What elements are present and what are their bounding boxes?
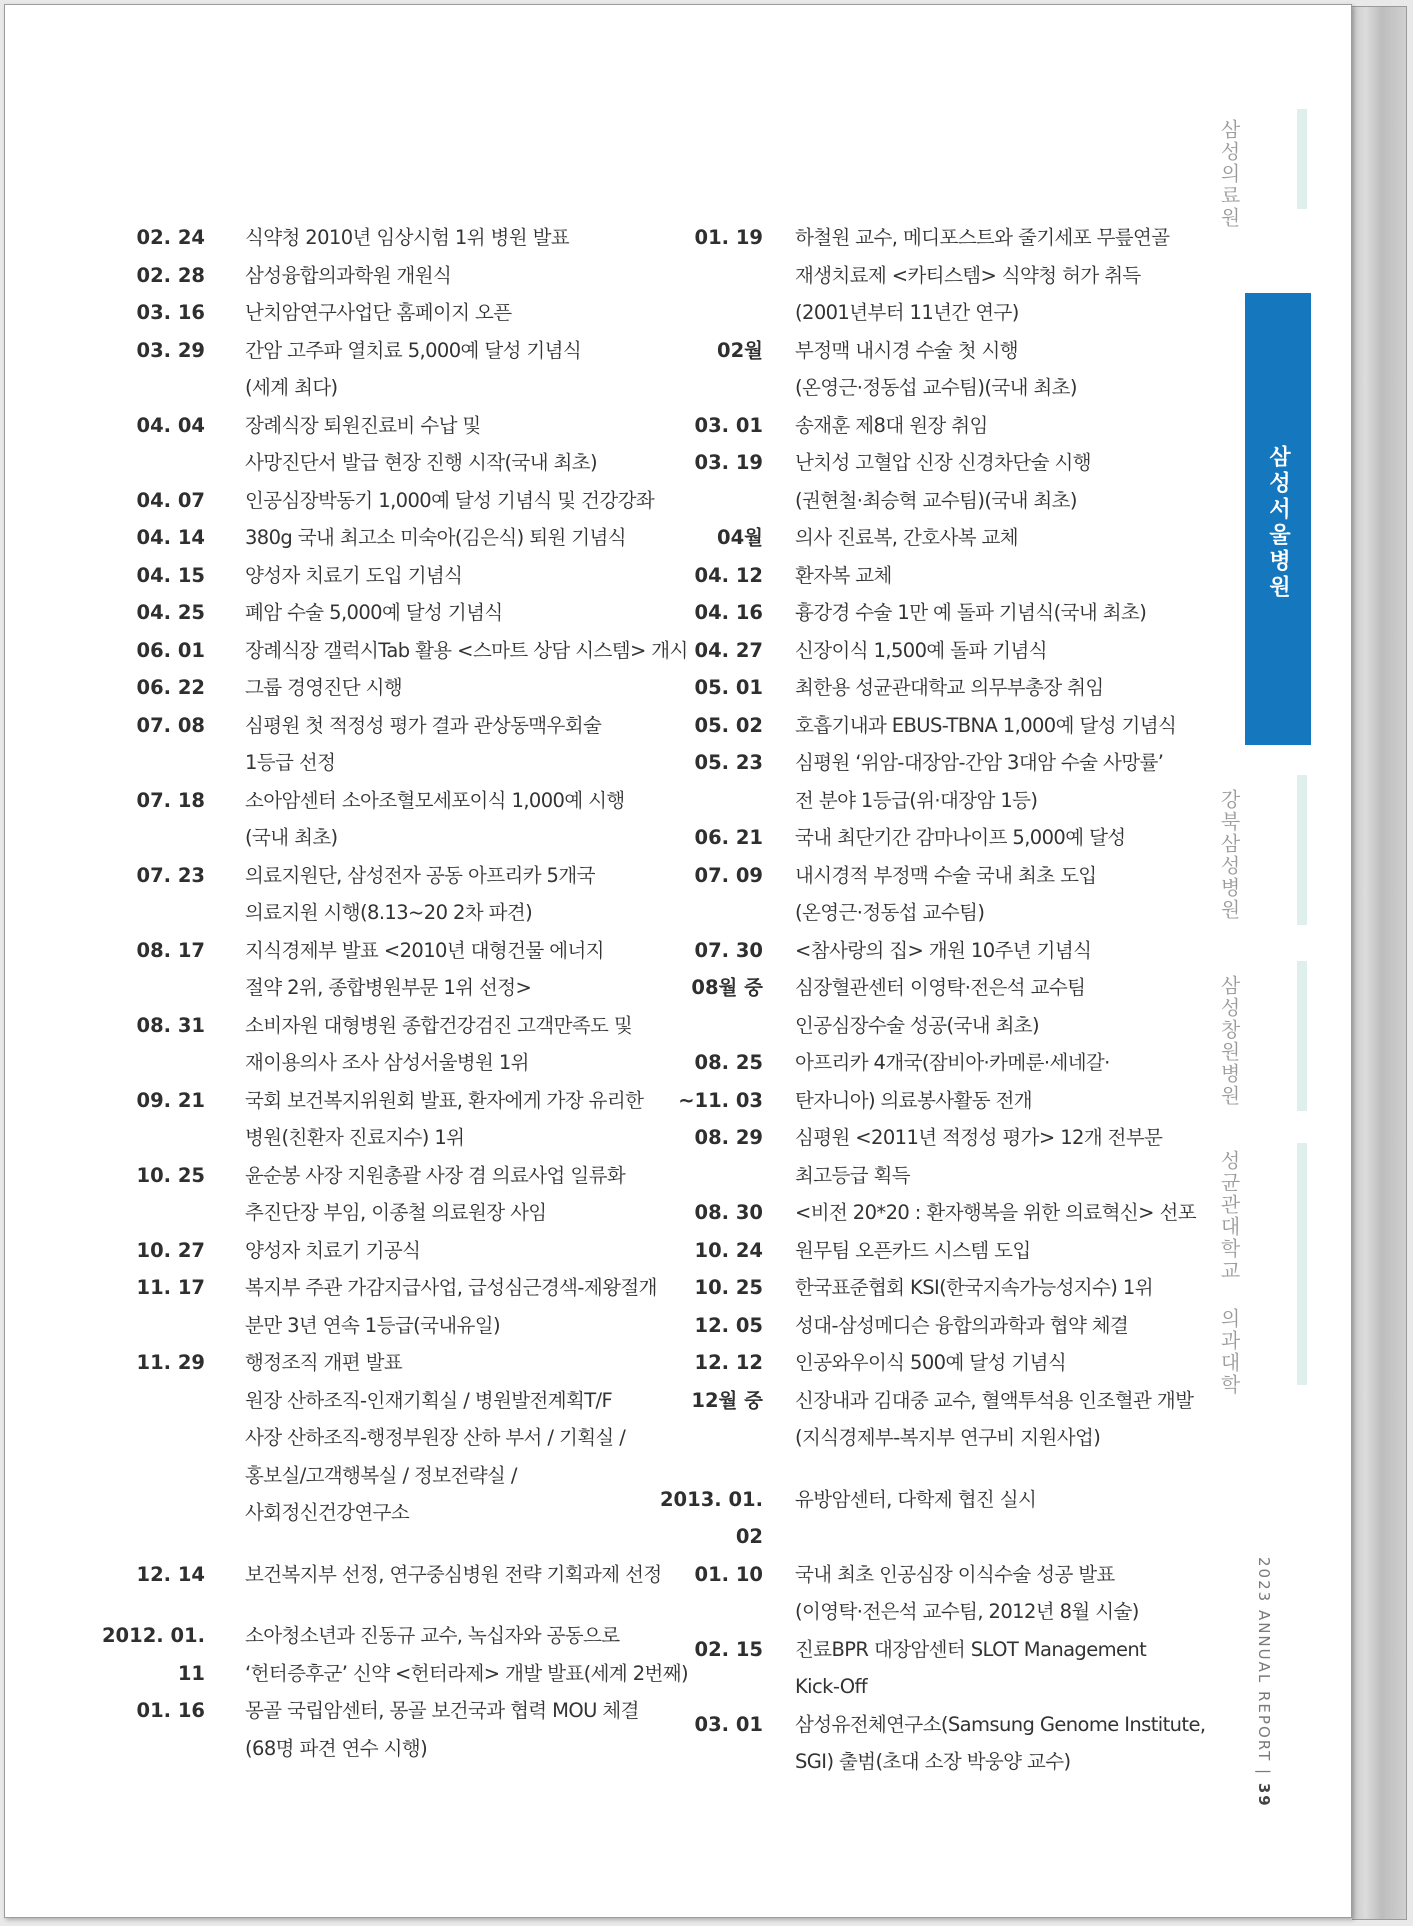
timeline-entry bbox=[75, 932, 645, 1007]
entry-line: 소비자원 대형병원 종합건강검진 고객만족도 및 bbox=[245, 1013, 633, 1037]
entry-line: 심평원 ‘위암-대장암-간암 3대암 수술 사망률’ bbox=[795, 751, 1164, 774]
timeline-entry bbox=[647, 1082, 1192, 1120]
entry-date: 10. 27 bbox=[136, 1238, 205, 1262]
timeline-entry bbox=[647, 444, 1192, 519]
entry-date: 03. 01 bbox=[694, 1712, 763, 1736]
entry-line: 성대-삼성메디슨 융합의과학과 협약 체결 bbox=[795, 1313, 1129, 1337]
entry-date: 04. 16 bbox=[694, 601, 763, 624]
entry-date: 01. 10 bbox=[694, 1562, 763, 1586]
timeline-entry bbox=[647, 632, 1192, 670]
entry-date: 05. 02 bbox=[694, 713, 763, 737]
entry-line: 재이용의사 조사 삼성서울병원 1위 bbox=[245, 1051, 529, 1074]
entry-date: 01. 19 bbox=[694, 226, 763, 249]
entry-line: 심평원 <2011년 적정성 평가> 12개 전부문 bbox=[795, 1126, 1163, 1149]
timeline-entry bbox=[647, 857, 1192, 932]
entry-date: ~11. 03 bbox=[678, 1088, 763, 1112]
entry-description bbox=[763, 1382, 1193, 1457]
tab-skku-medicine[interactable] bbox=[1210, 1143, 1244, 1403]
entry-date: 07. 09 bbox=[694, 863, 763, 887]
entry-date: 06. 21 bbox=[694, 826, 763, 849]
entry-date: 03. 01 bbox=[694, 413, 763, 437]
entry-date: 05. 01 bbox=[694, 676, 763, 699]
timeline-entry bbox=[647, 819, 1192, 857]
entry-description bbox=[205, 1232, 645, 1270]
entry-description bbox=[763, 932, 1192, 970]
entry-line: 1등급 선정 bbox=[245, 751, 336, 774]
entry-line: 심평원 첫 적정성 평가 결과 관상동맥우회술 bbox=[245, 713, 602, 737]
timeline-entry bbox=[647, 1344, 1192, 1382]
entry-line: 내시경적 부정맥 수술 국내 최초 도입 bbox=[795, 863, 1097, 887]
entry-line: (이영탁·전은석 교수팀, 2012년 8월 시술) bbox=[795, 1600, 1139, 1623]
timeline-entry bbox=[75, 482, 655, 520]
entry-line: (온영근·정동섭 교수팀)(국내 최초) bbox=[795, 376, 1077, 399]
entry-description bbox=[763, 819, 1192, 857]
entry-line: ‘헌터증후군’ 신약 <헌터라제> 개발 발표(세계 2번째) bbox=[245, 1661, 688, 1685]
entry-line: 국내 최초 인공심장 이식수술 성공 발표 bbox=[795, 1562, 1115, 1586]
timeline-entry bbox=[647, 594, 1192, 632]
entry-line: Kick-Off bbox=[795, 1675, 868, 1698]
entry-line: 국회 보건복지위원회 발표, 환자에게 가장 유리한 bbox=[245, 1088, 644, 1112]
entry-description bbox=[205, 1692, 645, 1767]
entry-line: 아프리카 4개국(잠비아·카메룬·세네갈· bbox=[795, 1051, 1110, 1074]
entry-line: 최한용 성균관대학교 의무부총장 취임 bbox=[795, 676, 1104, 699]
entry-description bbox=[763, 1269, 1192, 1307]
entry-description bbox=[205, 1082, 645, 1157]
entry-date: 02. 15 bbox=[694, 1637, 763, 1661]
entry-date: 12. 12 bbox=[694, 1351, 763, 1374]
entry-description bbox=[763, 1119, 1192, 1194]
entry-line: 삼성융합의과학원 개원식 bbox=[245, 263, 452, 287]
timeline-entry bbox=[75, 294, 645, 332]
timeline-entry bbox=[647, 219, 1192, 332]
timeline-left-column bbox=[75, 219, 688, 1767]
entry-line: 식약청 2010년 임상시험 1위 병원 발표 bbox=[245, 226, 570, 249]
tab-indicator-kangbuk bbox=[1297, 775, 1307, 925]
entry-line: 분만 3년 연속 1등급(국내유일) bbox=[245, 1313, 501, 1337]
entry-line: 국내 최단기간 감마나이프 5,000예 달성 bbox=[795, 826, 1126, 849]
timeline-entry bbox=[647, 1382, 1192, 1457]
entry-description bbox=[205, 857, 645, 932]
timeline-entry bbox=[647, 1119, 1192, 1194]
entry-description bbox=[205, 407, 645, 482]
entry-date: 09. 21 bbox=[136, 1088, 205, 1112]
entry-description bbox=[205, 594, 645, 632]
entry-line: 탄자니아) 의료봉사활동 전개 bbox=[795, 1088, 1033, 1112]
timeline-entry bbox=[647, 744, 1192, 819]
entry-line: (2001년부터 11년간 연구) bbox=[795, 301, 1019, 324]
entry-line: 간암 고주파 열치료 5,000예 달성 기념식 bbox=[245, 338, 582, 362]
tab-label: 삼성서울병원 bbox=[1265, 445, 1291, 601]
entry-date: 01. 16 bbox=[136, 1699, 205, 1722]
entry-line: 사장 산하조직-행정부원장 산하 부서 / 기획실 / bbox=[245, 1426, 626, 1449]
entry-date: 03. 19 bbox=[694, 451, 763, 474]
tab-indicator-skku bbox=[1297, 1143, 1307, 1385]
entry-line: 한국표준협회 KSI(한국지속가능성지수) 1위 bbox=[795, 1276, 1153, 1299]
entry-date: 02. 24 bbox=[136, 226, 205, 249]
entry-date: 03. 16 bbox=[136, 301, 205, 324]
entry-line: 홍보실/고객행복실 / 정보전략실 / bbox=[245, 1463, 517, 1487]
entry-description bbox=[763, 1194, 1196, 1232]
entry-description bbox=[763, 969, 1192, 1044]
entry-date: 12. 05 bbox=[694, 1313, 763, 1337]
entry-date: 10. 25 bbox=[136, 1163, 205, 1187]
timeline-entry bbox=[647, 519, 1192, 557]
entry-line: 의사 진료복, 간호사복 교체 bbox=[795, 526, 1019, 549]
entry-description bbox=[763, 857, 1192, 932]
section-gap bbox=[647, 1457, 1192, 1481]
entry-description bbox=[763, 219, 1192, 332]
entry-description bbox=[205, 1344, 645, 1532]
entry-line: 380g 국내 최고소 미숙아(김은식) 퇴원 기념식 bbox=[245, 526, 626, 549]
document-page bbox=[4, 4, 1352, 1918]
entry-date: 2013. 01. 02 bbox=[659, 1487, 763, 1548]
entry-date: 10. 24 bbox=[694, 1238, 763, 1262]
entry-line: 하철원 교수, 메디포스트와 줄기세포 무릎연골 bbox=[795, 226, 1170, 249]
timeline-right-column bbox=[647, 219, 1206, 1781]
entry-description bbox=[205, 219, 645, 257]
entry-description bbox=[205, 782, 645, 857]
entry-line: 심장혈관센터 이영탁·전은석 교수팀 bbox=[795, 976, 1086, 999]
page-number: 39 bbox=[1255, 1782, 1273, 1808]
entry-description bbox=[763, 1082, 1192, 1120]
entry-line: 절약 2위, 종합병원부문 1위 선정> bbox=[245, 976, 532, 999]
entry-line: (온영근·정동섭 교수팀) bbox=[795, 901, 985, 924]
entry-line: 삼성유전체연구소(Samsung Genome Institute, bbox=[795, 1712, 1206, 1736]
entry-line: 몽골 국립암센터, 몽골 보건국과 협력 MOU 체결 bbox=[245, 1699, 639, 1722]
timeline-entry bbox=[75, 1157, 645, 1232]
entry-date: 04. 07 bbox=[136, 488, 205, 512]
timeline-entry bbox=[647, 707, 1192, 745]
entry-description bbox=[205, 482, 654, 520]
entry-line: 부정맥 내시경 수술 첫 시행 bbox=[795, 338, 1019, 362]
timeline-entry bbox=[647, 1269, 1192, 1307]
tab-indicator-samsung-medical bbox=[1297, 109, 1307, 209]
entry-line: 추진단장 부임, 이종철 의료원장 사임 bbox=[245, 1201, 547, 1224]
timeline-entry bbox=[75, 519, 645, 557]
timeline-entry bbox=[75, 332, 645, 407]
entry-line: (68명 파견 연수 시행) bbox=[245, 1736, 428, 1760]
timeline-entry bbox=[75, 669, 645, 707]
entry-line: (지식경제부-복지부 연구비 지원사업) bbox=[795, 1426, 1101, 1449]
entry-line: 최고등급 획득 bbox=[795, 1163, 911, 1187]
timeline-entry bbox=[75, 1232, 645, 1270]
timeline-entry bbox=[647, 1307, 1192, 1345]
timeline-entry bbox=[75, 782, 645, 857]
entry-line: 소아청소년과 진동규 교수, 녹십자와 공동으로 bbox=[245, 1624, 620, 1647]
entry-line: 양성자 치료기 도입 기념식 bbox=[245, 563, 463, 587]
timeline-entry bbox=[75, 594, 645, 632]
entry-date: 11. 29 bbox=[136, 1351, 205, 1374]
entry-line: 복지부 주관 가감지급사업, 급성심근경색-제왕절개 bbox=[245, 1276, 657, 1299]
entry-date: 06. 01 bbox=[136, 638, 205, 662]
timeline-entry bbox=[75, 1692, 645, 1767]
entry-description bbox=[763, 744, 1192, 819]
entry-description bbox=[763, 632, 1192, 670]
entry-date: 05. 23 bbox=[694, 751, 763, 774]
entry-date: 08월 중 bbox=[691, 976, 763, 999]
entry-description bbox=[205, 1269, 657, 1344]
entry-description bbox=[205, 257, 645, 295]
entry-line: 재생치료제 <카티스템> 식약청 허가 취득 bbox=[795, 263, 1141, 287]
entry-description bbox=[763, 1044, 1192, 1082]
entry-description bbox=[205, 669, 645, 707]
entry-line: 지식경제부 발표 <2010년 대형건물 에너지 bbox=[245, 938, 604, 962]
entry-description bbox=[763, 1706, 1205, 1781]
tab-label: 삼성창원병원 bbox=[1217, 975, 1241, 1107]
entry-date: 07. 23 bbox=[136, 863, 205, 887]
timeline-entry bbox=[647, 407, 1192, 445]
entry-description bbox=[763, 594, 1192, 632]
entry-line: <비전 20*20 : 환자행복을 위한 의료혁신> 선포 bbox=[795, 1201, 1196, 1224]
entry-date: 04. 15 bbox=[136, 563, 205, 587]
entry-line: 원장 산하조직-인재기획실 / 병원발전계획T/F bbox=[245, 1388, 613, 1412]
tab-label: 삼성의료원 bbox=[1217, 119, 1241, 229]
entry-description bbox=[763, 519, 1192, 557]
entry-line: 양성자 치료기 기공식 bbox=[245, 1238, 421, 1262]
entry-line: 폐암 수술 5,000예 달성 기념식 bbox=[245, 601, 503, 624]
timeline-entry bbox=[647, 1631, 1192, 1706]
timeline-entry bbox=[647, 1481, 1192, 1556]
entry-line: 윤순봉 사장 지원총괄 사장 겸 의료사업 일류화 bbox=[245, 1163, 626, 1187]
timeline-entry bbox=[75, 857, 645, 932]
timeline-entry bbox=[75, 1617, 688, 1692]
entry-line: 사망진단서 발급 현장 진행 시작(국내 최초) bbox=[245, 451, 598, 474]
entry-date: 08. 30 bbox=[694, 1201, 763, 1224]
entry-description bbox=[763, 669, 1192, 707]
tab-indicator-changwon bbox=[1297, 961, 1307, 1111]
entry-line: 의료지원 시행(8.13~20 2차 파견) bbox=[245, 901, 533, 924]
timeline-entry bbox=[75, 1344, 645, 1532]
timeline-entry bbox=[647, 969, 1192, 1044]
entry-line: <참사랑의 집> 개원 10주년 기념식 bbox=[795, 938, 1092, 962]
entry-date: 10. 25 bbox=[694, 1276, 763, 1299]
entry-date: 07. 30 bbox=[694, 938, 763, 962]
entry-line: 인공심장수술 성공(국내 최초) bbox=[795, 1013, 1040, 1037]
timeline-entry bbox=[75, 1007, 645, 1082]
timeline-entry bbox=[647, 1556, 1192, 1631]
entry-date: 11. 17 bbox=[136, 1276, 205, 1299]
tab-label: 성균관대학교 의과대학 bbox=[1217, 1150, 1241, 1396]
entry-description bbox=[205, 557, 645, 595]
entry-line: 호흡기내과 EBUS-TBNA 1,000예 달성 기념식 bbox=[795, 713, 1177, 737]
timeline-entry bbox=[75, 407, 645, 482]
entry-line: 진료BPR 대장암센터 SLOT Management bbox=[795, 1637, 1147, 1661]
entry-description bbox=[763, 1631, 1192, 1706]
entry-date: 04. 04 bbox=[136, 413, 205, 437]
entry-line: 인공심장박동기 1,000예 달성 기념식 및 건강강좌 bbox=[245, 488, 655, 512]
timeline-entry bbox=[75, 707, 645, 782]
report-label: 2023 ANNUAL REPORT bbox=[1255, 1557, 1273, 1763]
timeline-entry bbox=[647, 669, 1192, 707]
entry-line: 행정조직 개편 발표 bbox=[245, 1351, 403, 1374]
entry-description bbox=[763, 407, 1192, 445]
entry-description bbox=[205, 1617, 688, 1692]
footer-separator: | bbox=[1255, 1769, 1273, 1783]
entry-description bbox=[205, 707, 645, 782]
entry-line: (국내 최초) bbox=[245, 826, 338, 849]
timeline-entry bbox=[647, 1044, 1192, 1082]
entry-line: 환자복 교체 bbox=[795, 563, 892, 587]
entry-description bbox=[763, 444, 1192, 519]
annual-report-footer bbox=[1245, 1557, 1273, 1808]
entry-date: 08. 17 bbox=[136, 938, 205, 962]
entry-date: 12월 중 bbox=[691, 1388, 763, 1412]
entry-line: 신장이식 1,500예 돌파 기념식 bbox=[795, 638, 1047, 662]
tab-label: 강북삼성병원 bbox=[1217, 789, 1241, 921]
tab-samsung-medical-center[interactable] bbox=[1210, 109, 1244, 239]
entry-line: 장례식장 갤럭시Tab 활용 <스마트 상담 시스템> 개시 bbox=[245, 638, 688, 662]
entry-line: 난치성 고혈압 신장 신경차단술 시행 bbox=[795, 451, 1091, 474]
entry-date: 04. 25 bbox=[136, 601, 205, 624]
entry-description bbox=[205, 1556, 662, 1594]
section-gap bbox=[75, 1532, 645, 1556]
entry-line: 원무팀 오픈카드 시스템 도입 bbox=[795, 1238, 1031, 1262]
entry-description bbox=[763, 1344, 1192, 1382]
timeline-entry bbox=[647, 332, 1192, 407]
entry-date: 08. 25 bbox=[694, 1051, 763, 1074]
section-gap bbox=[75, 1593, 645, 1617]
timeline-entry bbox=[75, 557, 645, 595]
timeline-entry bbox=[75, 632, 688, 670]
entry-description bbox=[205, 632, 688, 670]
entry-line: 신장내과 김대중 교수, 혈액투석용 인조혈관 개발 bbox=[795, 1388, 1194, 1412]
entry-line: 전 분야 1등급(위·대장암 1등) bbox=[795, 788, 1038, 812]
entry-date: 07. 08 bbox=[136, 713, 205, 737]
entry-date: 07. 18 bbox=[136, 788, 205, 812]
page-stack-edge bbox=[1352, 6, 1407, 1920]
entry-date: 04월 bbox=[717, 526, 763, 549]
entry-description bbox=[205, 294, 645, 332]
timeline-entry bbox=[75, 257, 645, 295]
entry-date: 08. 31 bbox=[136, 1013, 205, 1037]
timeline-entry bbox=[75, 1082, 645, 1157]
timeline-entry bbox=[75, 1269, 657, 1344]
entry-date: 12. 14 bbox=[136, 1562, 205, 1586]
timeline-entry bbox=[75, 1556, 662, 1594]
entry-description bbox=[763, 1481, 1192, 1556]
entry-line: 유방암센터, 다학제 협진 실시 bbox=[795, 1487, 1037, 1511]
entry-date: 03. 29 bbox=[136, 338, 205, 362]
entry-line: 소아암센터 소아조혈모세포이식 1,000예 시행 bbox=[245, 788, 625, 812]
tab-samsung-seoul-hospital[interactable] bbox=[1245, 293, 1311, 745]
timeline-entry bbox=[647, 557, 1192, 595]
entry-description bbox=[205, 1007, 645, 1082]
entry-line: SGI) 출범(초대 소장 박웅양 교수) bbox=[795, 1750, 1071, 1773]
entry-date: 04. 12 bbox=[694, 563, 763, 587]
entry-date: 04. 27 bbox=[694, 638, 763, 662]
entry-description bbox=[763, 1232, 1192, 1270]
entry-line: 인공와우이식 500예 달성 기념식 bbox=[795, 1351, 1067, 1374]
entry-line: 난치암연구사업단 홈페이지 오픈 bbox=[245, 301, 512, 324]
tab-samsung-changwon-hospital[interactable] bbox=[1210, 961, 1244, 1121]
timeline-entry bbox=[647, 1194, 1196, 1232]
entry-date: 02. 28 bbox=[136, 263, 205, 287]
entry-description bbox=[205, 932, 645, 1007]
entry-line: (권현철·최승혁 교수팀)(국내 최초) bbox=[795, 488, 1077, 512]
entry-description bbox=[763, 1307, 1192, 1345]
entry-line: 사회정신건강연구소 bbox=[245, 1501, 410, 1524]
entry-date: 04. 14 bbox=[136, 526, 205, 549]
entry-line: (세계 최다) bbox=[245, 376, 338, 399]
entry-date: 08. 29 bbox=[694, 1126, 763, 1149]
entry-description bbox=[205, 519, 645, 557]
entry-description bbox=[763, 557, 1192, 595]
entry-date: 02월 bbox=[717, 338, 763, 362]
timeline-entry bbox=[647, 1706, 1206, 1781]
entry-date: 06. 22 bbox=[136, 676, 205, 699]
entry-description bbox=[763, 1556, 1192, 1631]
entry-description bbox=[763, 707, 1192, 745]
entry-line: 송재훈 제8대 원장 취임 bbox=[795, 413, 988, 437]
entry-line: 그룹 경영진단 시행 bbox=[245, 676, 403, 699]
entry-line: 의료지원단, 삼성전자 공동 아프리카 5개국 bbox=[245, 863, 595, 887]
entry-description bbox=[205, 1157, 645, 1232]
tab-kangbuk-samsung-hospital[interactable] bbox=[1210, 775, 1244, 935]
timeline-entry bbox=[647, 932, 1192, 970]
entry-line: 장례식장 퇴원진료비 수납 및 bbox=[245, 413, 481, 437]
timeline-entry bbox=[75, 219, 645, 257]
entry-line: 병원(친환자 진료지수) 1위 bbox=[245, 1126, 465, 1149]
timeline-entry bbox=[647, 1232, 1192, 1270]
entry-line: 보건복지부 선정, 연구중심병원 전략 기획과제 선정 bbox=[245, 1562, 662, 1586]
entry-description bbox=[205, 332, 645, 407]
entry-date: 2012. 01. 11 bbox=[101, 1624, 205, 1685]
entry-line: 흉강경 수술 1만 예 돌파 기념식(국내 최초) bbox=[795, 601, 1147, 624]
entry-description bbox=[763, 332, 1192, 407]
